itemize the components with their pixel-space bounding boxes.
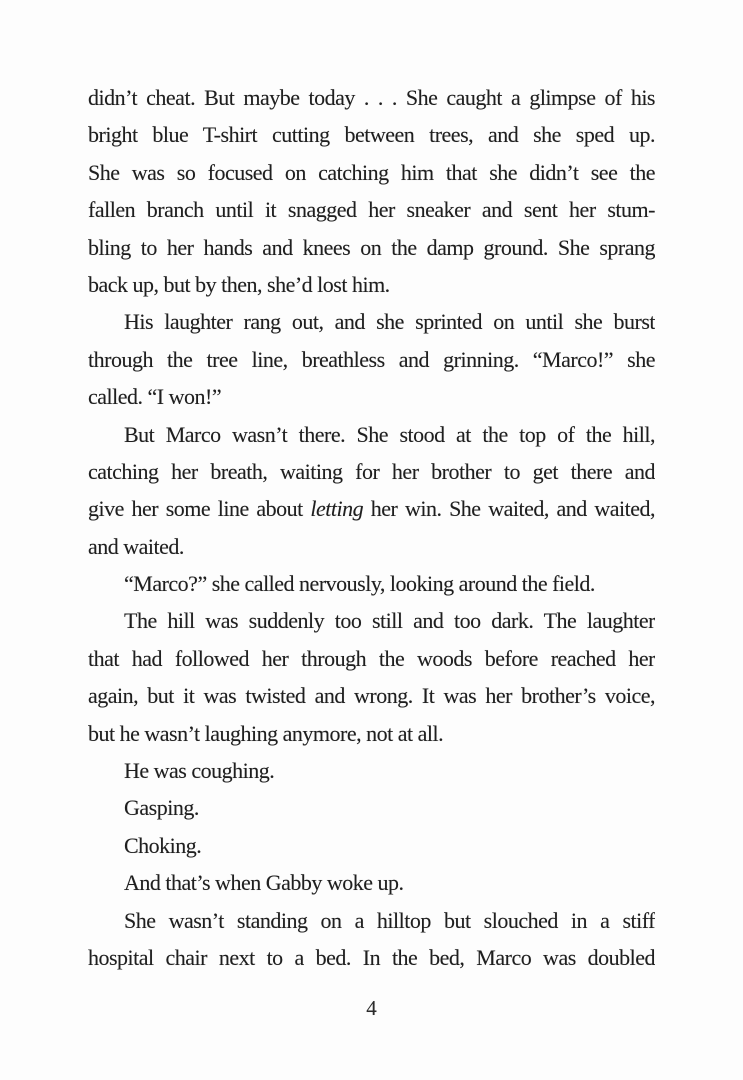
text-line — [88, 116, 655, 153]
text-segment: her win. She waited, and waited, — [363, 496, 655, 522]
text-line — [88, 303, 655, 340]
text-line — [88, 191, 655, 228]
text-line — [88, 266, 655, 303]
text-segment: but he wasn’t laughing anymore, not at all. — [88, 720, 444, 746]
paragraph — [88, 789, 655, 826]
text-line — [88, 752, 655, 789]
text-segment: Choking. — [124, 832, 202, 858]
text-segment: She wasn’t standing on a hilltop but slouched in a stiff — [124, 907, 655, 933]
text-segment: The hill was suddenly too still and too dark. The laughter — [124, 608, 655, 634]
text-line — [88, 939, 655, 976]
text-line — [88, 640, 655, 677]
text-segment: hospital chair next to a bed. In the bed, Marco was doubled — [88, 944, 655, 970]
text-segment: But Marco wasn’t there. She stood at the top of the hill, — [124, 421, 655, 447]
text-segment: His laughter rang out, and she sprinted on until she burst — [124, 309, 655, 335]
text-line — [88, 378, 655, 415]
text-line — [88, 789, 655, 826]
paragraph — [88, 827, 655, 864]
italic-text: letting — [310, 496, 364, 522]
text-segment: and waited. — [88, 533, 184, 559]
text-segment: “Marco?” she called nervously, looking around the field. — [124, 571, 595, 597]
text-line — [88, 79, 655, 116]
paragraph — [88, 864, 655, 901]
paragraph — [88, 602, 655, 752]
text-line — [88, 827, 655, 864]
text-line — [88, 602, 655, 639]
text-line — [88, 154, 655, 191]
text-line — [88, 229, 655, 266]
text-segment: He was coughing. — [124, 758, 275, 784]
text-segment: And that’s when Gabby woke up. — [124, 870, 404, 896]
text-segment: give her some line about — [88, 496, 311, 522]
paragraph — [88, 303, 655, 415]
page-number: 4 — [366, 996, 377, 1020]
text-segment: Gasping. — [124, 795, 199, 821]
paragraph — [88, 752, 655, 789]
text-line — [88, 528, 655, 565]
text-segment: catching her breath, waiting for her brother to get there and — [88, 458, 655, 484]
paragraph — [88, 416, 655, 566]
page-text — [88, 79, 655, 976]
text-segment: She was so focused on catching him that she didn’t see the — [88, 159, 655, 185]
text-line — [88, 416, 655, 453]
text-line — [88, 902, 655, 939]
text-line — [88, 715, 655, 752]
text-segment: that had followed her through the woods before reached her — [88, 645, 655, 671]
text-line — [88, 864, 655, 901]
text-segment: fallen branch until it snagged her sneaker and sent her stum- — [88, 197, 655, 223]
text-segment: bling to her hands and knees on the damp ground. She sprang — [88, 234, 655, 260]
text-segment: bright blue T-shirt cutting between trees, and she sped up. — [88, 122, 655, 148]
text-segment: back up, but by then, she’d lost him. — [88, 271, 390, 297]
text-segment: again, but it was twisted and wrong. It was her brother’s voice, — [88, 683, 655, 709]
text-segment: called. “I won!” — [88, 384, 222, 410]
text-line — [88, 453, 655, 490]
text-line — [88, 490, 655, 527]
text-line — [88, 565, 655, 602]
text-segment: through the tree line, breathless and grinning. “Marco!” she — [88, 346, 655, 372]
text-segment: didn’t cheat. But maybe today . . . She caught a glimpse of his — [88, 85, 655, 110]
text-line — [88, 341, 655, 378]
paragraph — [88, 79, 655, 303]
paragraph — [88, 565, 655, 602]
text-line — [88, 677, 655, 714]
paragraph — [88, 902, 655, 977]
